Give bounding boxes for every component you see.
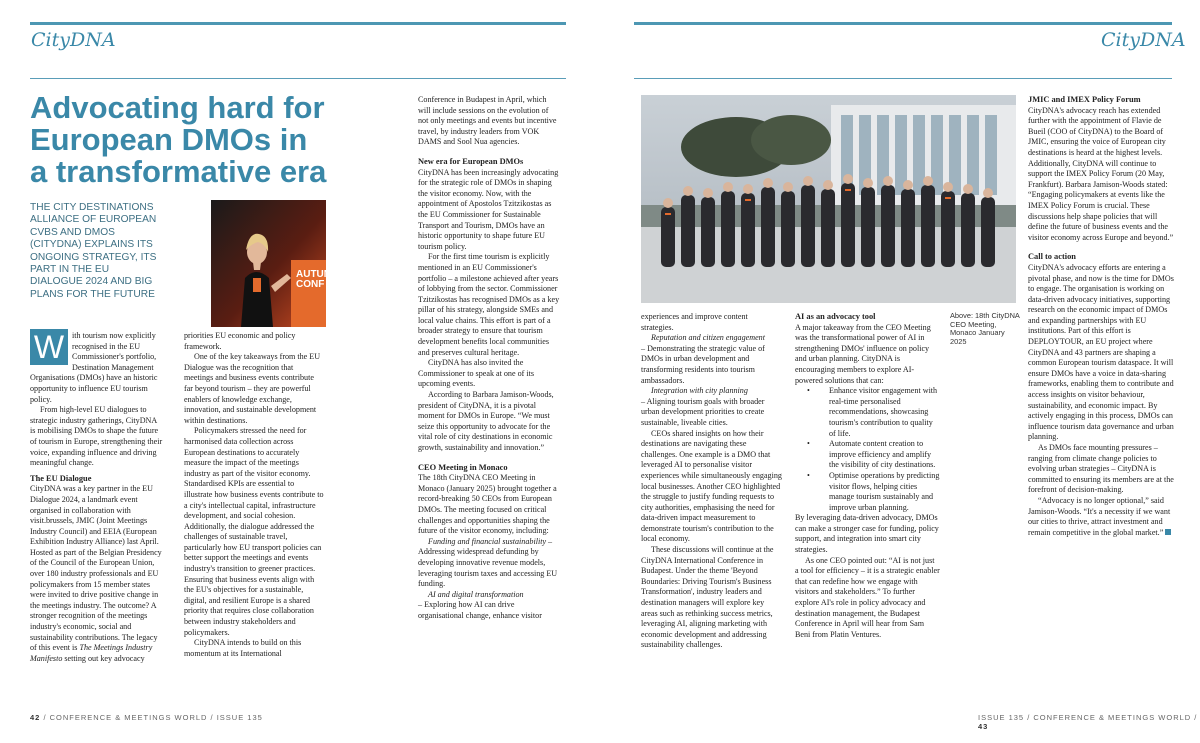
ai-bullet-list [803,386,940,513]
standfirst: THE CITY DESTINATIONS ALLIANCE OF EUROPEAN CVBS AND DMOS (CITYDNA) EXPLAINS ITS ONGOING STRATEGY, ITS PART IN THE EU DIALOGUE 2024 AND BIG PLANS FOR THE FUTURE [30,202,157,300]
photo-caption: Above: 18th CityDNA CEO Meeting, Monaco January 2025 [950,311,1020,346]
page-title: Advocating hard for European DMOs in a transformative era [30,90,327,189]
col5-paragraph-2: By leveraging data-driven advocacy, DMOs can make a stronger case for funding, policy support, and integration into smart city strategies. [795,513,939,555]
column-6 [1028,95,1174,698]
col2-paragraph-3: Policymakers stressed the need for harmonised data collection across European destinations to accurately measure the impact of the meetings industry as part of the visitor economy. Standardised KPIs are essential to illustrate how business events contribute to a city's intellectual capital, infrastructure development, and social cohesion. Additionally, the dialogue addressed the challenges of sustainable travel, particularly how EU transport policies can better support the meetings and events industry's transition to greener practices. Ensuring that business events align with the EU's objectives for a sustainable, digital, and resilient Europe is a shared priority that requires close collaboration between industry stakeholders and policymakers. [184,426,324,637]
header-rule-right [634,22,1172,25]
col4-paragraph-1: experiences and improve content strategies. [641,312,748,332]
col6-paragraph-5: “Advocacy is no longer optional,” said Jamison-Woods. “It's a necessity if we want our cities to thrive, attract investment and remain competitive in the global market.” [1028,495,1171,537]
col6-paragraph-4: As DMOs face mounting pressures – ranging from climate change policies to evolving urban strategies – CityDNA is committed to ensuring its members are at the forefront of decision-making. [1028,443,1174,495]
col3-paragraph-6: The 18th CityDNA CEO Meeting in Monaco (January 2025) brought together a record-breaking 50 CEOs from European DMOs. The meeting focused on critical challenges and opportunities shaping the future of the visitor economy, including: [418,473,557,536]
col1-paragraph-2: From high-level EU dialogues to strategic industry gatherings, CityDNA is mobilising DMOs to shape the future of tourism in Europe, strengthening their voice, expanding influence and driving meaningful change. [30,405,163,468]
col4-item-integration: Integration with city planning – Aligning tourism goals with broader urban development priorities to create sustainable, liveable cities. [641,386,765,427]
bullet-item: • Automate content creation to improve efficiency and amplify the visibility of city destinations. [803,439,940,471]
col3-item-funding: Funding and financial sustainability – Addressing widespread defunding by developing innovative revenue models, leveraging tourism taxes and accessing EU funding. [418,536,558,589]
sub-rule-left [30,78,566,79]
footer-right [978,713,1200,731]
col5-paragraph-3: As one CEO pointed out: “AI is not just a tool for efficiency – it is a strategic enabler that can redefine how we engage with visitors and stakeholders.” To further explore AI's role in policy advocacy and destination management, the Budapest Conference in April will hear from Sam Beni from Platin Ventures. [795,555,940,639]
column-3 [418,95,560,698]
col3-paragraph-4: CityDNA has also invited the Commissioner to speak at one of its upcoming events. [418,358,534,389]
column-2 [184,331,324,698]
sub-rule-right [634,78,1172,79]
col1-lead-paragraph: ith tourism now explicitly recognised in the EU Commissioner's portfolio, Destination Management Organisations (DMOs) have an historic opportunity to influence EU tourism policy. [30,331,158,404]
footer-right-text: ISSUE 135 / CONFERENCE & MEETINGS WORLD / [978,713,1198,722]
end-mark-icon [1165,529,1171,535]
col3-item-ai: AI and digital transformation – Exploring how AI can drive organisational change, enhance visitor [418,589,542,620]
col3-paragraph-5: According to Barbara Jamison-Woods, president of CityDNA, it is a pivotal moment for DMOs in Europe. “We must seize this opportunity to advocate for the vital role of city destinations in economic growth, sustainability and innovation.” [418,390,554,452]
brand-right: CityDNA [1101,29,1186,51]
footer-left [30,713,263,722]
col3-paragraph-2: CityDNA has been increasingly advocating for the strategic role of DMOs in shaping the visitor economy. Now, with the appointment of Apostolos Tzitzikostas as the EU Commissioner for Sustainable Transport and Tourism, DMOs have an historic opportunity to shape future EU tourism policy. [418,167,559,251]
footer-left-text: / CONFERENCE & MEETINGS WORLD / ISSUE 135 [43,713,263,722]
bullet-item: • Enhance visitor engagement with real-time personalised recommendations, showcasing tourism's contribution to quality of life. [803,386,940,439]
stage-sign: AUTUMN CONF [296,269,340,290]
col4-paragraph-3: These discussions will continue at the CityDNA International Conference in Budapest. Under the theme 'Beyond Boundaries: Driving Tourism's Business Transformation', industry leaders and destination managers will explore key areas such as rethinking success metrics, leveraging AI, aligning marketing with economic development and addressing sustainability challenges. [641,545,774,650]
heading-eu-dialogue: The EU Dialogue [30,473,92,483]
col4-item-reputation: Reputation and citizen engagement – Demonstrating the strategic value of DMOs in urban development and transforming residents into tourism ambassadors. [641,333,765,385]
col2-paragraph-4: CityDNA intends to build on this momentum at its International [184,638,302,658]
page-number-right: 43 [978,722,989,731]
col4-paragraph-2: CEOs shared insights on how their destinations are navigating these challenges. One example is a DMO that leveraged AI to personalise visitor experiences while simultaneously engaging local businesses. Another CEO highlighted the struggle to justify funding requests to city authorities, emphasising the need for data-driven impact measurement to demonstrate tourism's contribution to the local economy. [641,428,782,544]
bullet-item: • Optimise operations by predicting visitor flows, helping cities manage tourism sustainably and improve urban planning. [803,471,940,513]
brand-left: CityDNA [31,29,116,51]
heading-ceo-meeting: CEO Meeting in Monaco [418,462,508,472]
page-number-left: 42 [30,713,41,722]
group-photo [641,95,1016,303]
col3-paragraph-1: Conference in Budapest in April, which will include sessions on the evolution of not only meetings and events but incentive travel, by industry leaders from VOK DAMS and Sool Nua agencies. [418,95,557,147]
column-4 [641,312,782,698]
col2-paragraph-2: One of the key takeaways from the EU Dialogue was the recognition that meetings and business events contribute far beyond tourism – they are powerful enablers of knowledge exchange, innovation, and sustainable development within destinations. [184,352,321,425]
col2-paragraph-1: priorities EU economic and policy framework. [184,331,296,351]
col5-paragraph-1: A major takeaway from the CEO Meeting was the transformational power of AI in strengthening DMOs' influence on policy and urban planning. CityDNA is encouraging members to explore AI-powered solutions that can: [795,322,931,385]
heading-jmic-imex: JMIC and IMEX Policy Forum [1028,95,1141,104]
heading-new-era: New era for European DMOs [418,156,524,166]
header-rule-left [30,22,566,25]
column-5 [795,312,940,698]
col3-paragraph-3: For the first time tourism is explicitly mentioned in an EU Commissioner's portfolio – a milestone achieved after years of lobbying from the sector. Commissioner Tzitzikostas has recognised DMOs as a key pillar of his strategy, alongside SMEs and local value chains. This effort is part of a broader strategy to ensure that tourism development benefits local communities and preserves cultural heritage. [418,252,560,357]
heading-ai-advocacy: AI as an advocacy tool [795,312,876,321]
col6-paragraph-2: Additionally, CityDNA will continue to support the IMEX Policy Forum (20 May, Frankfurt). Barbara Jamison-Woods stated: “Engaging policymakers at events like the IMEX Policy Forum is crucial. These discussions help shape policies that will define the future of business events and the visitor economy across Europe and beyond.” [1028,158,1174,242]
column-1 [30,331,164,698]
heading-call-to-action: Call to action [1028,252,1076,262]
drop-cap: W [30,329,68,365]
col1-paragraph-3: CityDNA was a key partner in the EU Dialogue 2024, a landmark event organised in collaboration with visit.brussels, JMIC (Joint Meetings Industry Council) and EEIA (European Exhibition Industry Alliance) last April. Hosted as part of the Belgian Presidency of the Council of the European Union, over 180 industry professionals and EU policymakers from 15 member states were invited to drive positive change in the meetings industry. The outcome? A stronger recognition of the meetings industry's economic, social and sustainability contributions. The legacy of this event is The Meetings Industry Manifesto setting out key advocacy [30,484,162,663]
col6-paragraph-1: CityDNA's advocacy reach has extended further with the appointment of Flavie de Bueil (COO of CityDNA) to the Board of JMIC, ensuring the voice of European city destinations is heard at the highest levels. [1028,105,1166,157]
speaker-photo [211,200,340,327]
col6-paragraph-3: CityDNA's advocacy efforts are entering a pivotal phase, and now is the time for DMOs to engage. The organisation is working on data-driven advocacy initiatives, supporting research on the economic impact of DMOs and expanding partnerships with EU institutions. Part of this effort is DEPLOYTOUR, an EU project where CityDNA and 43 partners are shaping a common European tourism dataspace. It will ensure DMOs have a voice in data-sharing frameworks, enabling them to contribute and access insights on visitor behaviour, sustainability, and economic impact. By actively engaging in this process, DMOs can influence tourism data governance and urban planning. [1028,262,1174,442]
